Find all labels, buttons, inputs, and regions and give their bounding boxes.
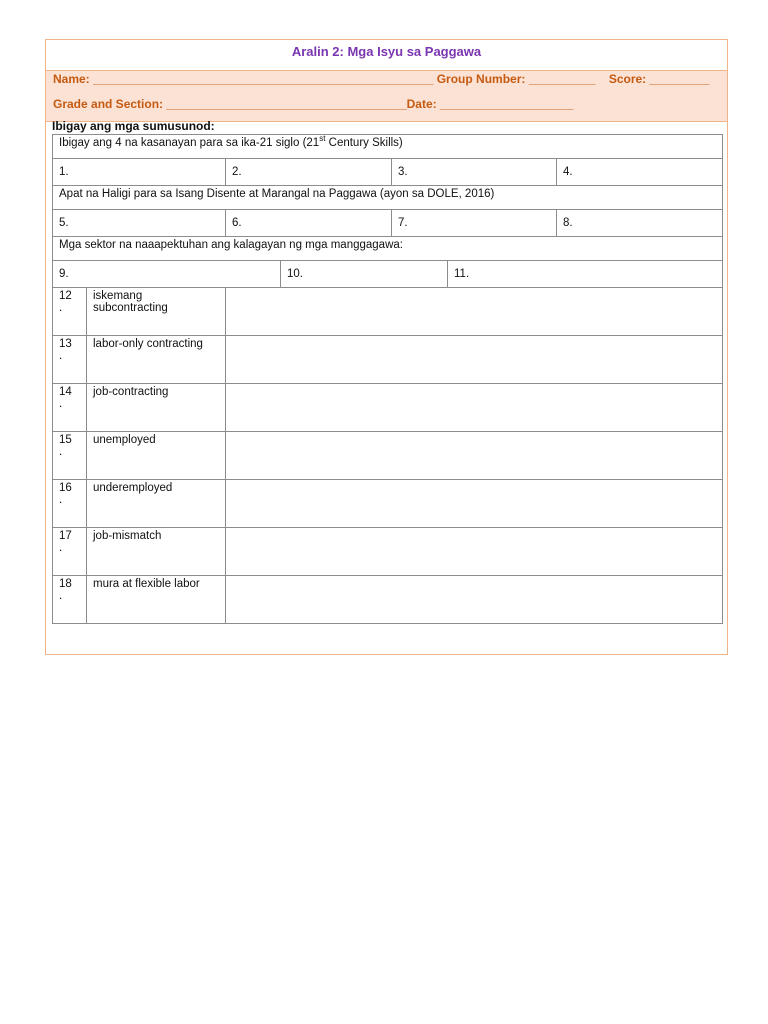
answer-cell-11[interactable]: 11. [448, 261, 723, 288]
answer-cell-3[interactable]: 3. [392, 159, 557, 186]
question-dole-pillars: Apat na Haligi para sa Isang Disente at Marangal na Paggawa (ayon sa DOLE, 2016) [53, 186, 723, 210]
answer-cell-4[interactable]: 4. [557, 159, 723, 186]
term-row [53, 528, 723, 576]
term-answer-cell[interactable] [226, 528, 723, 576]
group-number-blank: __________ [528, 72, 596, 86]
answer-row [53, 210, 723, 237]
group-number-label: Group Number: [433, 72, 529, 86]
term-row [53, 336, 723, 384]
answer-cell-6[interactable]: 6. [226, 210, 392, 237]
term-label: job-mismatch [87, 528, 226, 576]
term-answer-cell[interactable] [226, 384, 723, 432]
term-label: job-contracting [87, 384, 226, 432]
term-row [53, 432, 723, 480]
term-answer-cell[interactable] [226, 432, 723, 480]
term-row [53, 576, 723, 624]
student-info-band [46, 71, 727, 122]
term-row [53, 384, 723, 432]
term-row [53, 480, 723, 528]
term-label: mura at flexible labor [87, 576, 226, 624]
name-blank: ___________________________________________________ [93, 72, 434, 86]
answer-row [53, 159, 723, 186]
term-number: 17 . [53, 528, 87, 576]
worksheet [45, 39, 728, 655]
superscript: st [319, 134, 326, 144]
term-number: 16 . [53, 480, 87, 528]
answer-cell-7[interactable]: 7. [392, 210, 557, 237]
term-number: 14 . [53, 384, 87, 432]
question-row [53, 186, 723, 210]
term-answer-cell[interactable] [226, 576, 723, 624]
answer-cell-8[interactable]: 8. [557, 210, 723, 237]
term-answer-cell[interactable] [226, 336, 723, 384]
answer-cell-5[interactable]: 5. [53, 210, 226, 237]
worksheet-title: Aralin 2: Mga Isyu sa Paggawa [46, 40, 727, 71]
term-answer-cell[interactable] [226, 288, 723, 336]
info-line-1 [53, 72, 710, 86]
term-number: 18 . [53, 576, 87, 624]
question-21st-century-skills [53, 135, 723, 159]
date-label: Date: [406, 97, 440, 111]
info-line-2 [53, 97, 573, 111]
term-number: 15 . [53, 432, 87, 480]
name-label: Name: [53, 72, 94, 86]
answer-table [52, 134, 723, 624]
answer-cell-1[interactable]: 1. [53, 159, 226, 186]
question-text: Ibigay ang 4 na kasanayan para sa ika-21 siglo (21 [59, 137, 320, 149]
score-blank: _________ [649, 72, 710, 86]
score-label: Score: [608, 72, 650, 86]
term-number: 12 . [53, 288, 87, 336]
answer-row [53, 261, 723, 288]
question-row [53, 135, 723, 159]
question-affected-sectors: Mga sektor na naaapektuhan ang kalagayan ng mga manggagawa: [53, 237, 723, 261]
question-row [53, 237, 723, 261]
question-text-suffix: Century Skills) [325, 137, 403, 149]
term-label: unemployed [87, 432, 226, 480]
answer-cell-10[interactable]: 10. [281, 261, 448, 288]
term-answer-cell[interactable] [226, 480, 723, 528]
term-label: labor-only contracting [87, 336, 226, 384]
answer-cell-9[interactable]: 9. [53, 261, 281, 288]
term-number: 13 . [53, 336, 87, 384]
term-row [53, 288, 723, 336]
grade-section-label: Grade and Section: [53, 97, 167, 111]
answer-cell-2[interactable]: 2. [226, 159, 392, 186]
date-blank: ____________________ [439, 97, 574, 111]
instruction: Ibigay ang mga sumusunod: [52, 119, 215, 133]
grade-section-blank: ____________________________________ [166, 97, 407, 111]
term-label: underemployed [87, 480, 226, 528]
term-label: iskemang subcontracting [87, 288, 226, 336]
